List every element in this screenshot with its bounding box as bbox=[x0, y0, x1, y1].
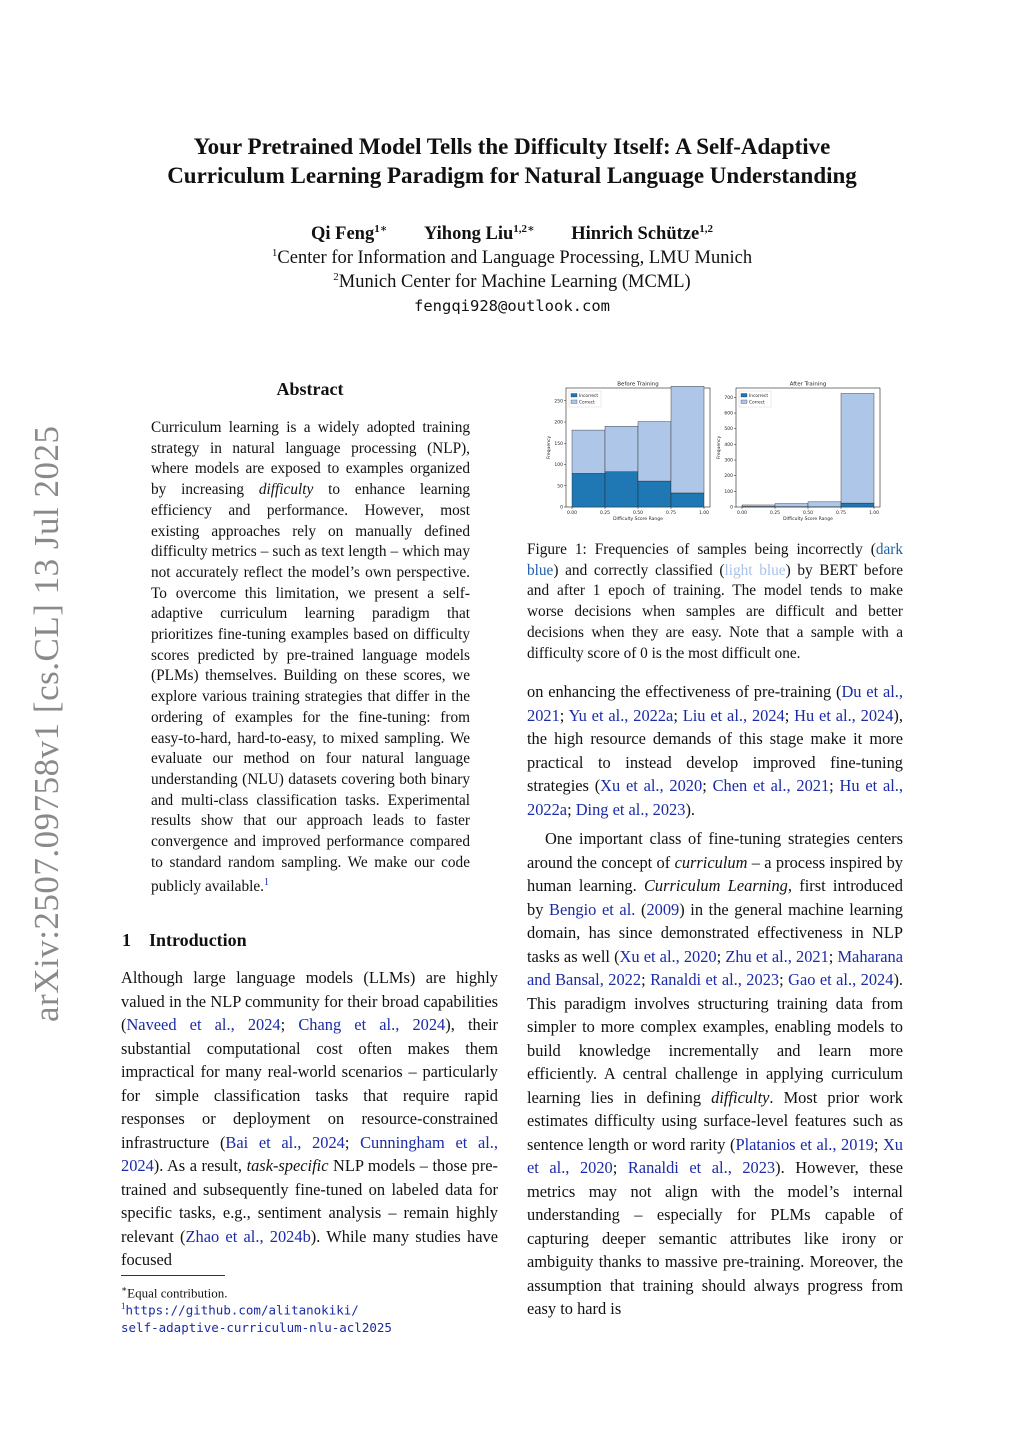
citation-link[interactable]: Zhao et al., 2024b bbox=[185, 1226, 311, 1246]
y-tick-label: 300 bbox=[724, 458, 733, 464]
figure-caption: Figure 1: Frequencies of samples being incorrectly (dark blue) and correctly classified (light blue) by BERT before and after 1 epoch of training. The model tends to make worse decisions when samples are difficult and better decisions when they are easy. Note that a sample with a difficulty score of 0 is the most difficult one. bbox=[527, 541, 903, 662]
citation-link[interactable]: Ding et al., 2023 bbox=[575, 799, 686, 819]
intro-right-column: on enhancing the effectiveness of pre-training (Du et al., 2021; Yu et al., 2022a; Liu et al., 2024; Hu et al., 2024), the high resource demands of this stage make it more practical to instead develop improved fine-tuning strategies (Xu et al., 2020; Chen et al., 2021; Hu et al., 2022a; Ding et al., 2023). One important class of fine-tuning strategies centers around the concept of curriculum – a process inspired by human learning. Curriculum Learning, first introduced by Bengio et al. (2009) in the general machine learning domain, has since demonstrated effectiveness in NLP tasks as well (Xu et al., 2020; Zhu et al., 2021; Maharana and Bansal, 2022; Ranaldi et al., 2023; Gao et al., 2024). This paradigm involves structuring training data from simpler to more complex examples, enabling models to build knowledge incrementally and learn more efficiently. A central challenge in applying curriculum learning lies in defining difficulty. Most prior work estimates difficulty using surface-level features such as sentence length or word rarity (Platanios et al., 2019; Xu et al., 2020; Ranaldi et al., 2023). However, these metrics may not align with the model’s internal understanding – especially for PLMs capable of capturing deeper semantic attributes like irony or ambiguity thanks to massive pre-training. Moreover, the assumption that training should always progress from easy to hard is bbox=[527, 682, 904, 1318]
abstract-heading: Abstract bbox=[276, 379, 344, 399]
y-tick-label: 200 bbox=[554, 420, 563, 426]
y-tick-label: 100 bbox=[554, 463, 563, 468]
author: Hinrich Schütze$^{1,2}$ bbox=[571, 223, 713, 245]
citation-link[interactable]: Bengio et al. bbox=[549, 899, 636, 919]
footnote-rule bbox=[121, 1275, 225, 1276]
y-tick-label: 0 bbox=[730, 505, 733, 511]
bar-correct bbox=[671, 386, 704, 493]
bar-correct bbox=[572, 430, 605, 473]
y-tick-label: 500 bbox=[724, 427, 733, 433]
legend-swatch bbox=[571, 394, 577, 398]
code-url-link[interactable]: https://github.com/alitanokiki/ bbox=[125, 1302, 359, 1318]
legend-label: Correct bbox=[749, 400, 765, 406]
bar-correct bbox=[841, 393, 874, 503]
footnote-equal: ∗Equal contribution. bbox=[121, 1284, 228, 1301]
y-tick-label: 600 bbox=[724, 411, 733, 417]
legend-swatch bbox=[571, 400, 577, 404]
citation-link[interactable]: Zhu et al., 2021 bbox=[725, 946, 829, 966]
citation-link[interactable]: Ranaldi et al., 2023 bbox=[650, 970, 780, 989]
x-tick-label: 0.25 bbox=[599, 511, 611, 516]
citation-link[interactable]: Du et al., 2021 bbox=[527, 682, 903, 725]
x-tick-label: 0.00 bbox=[566, 511, 578, 516]
x-axis-label: Difficulty Score Range bbox=[783, 517, 833, 522]
affiliation: $^2$Munich Center for Machine Learning (MCML) bbox=[333, 271, 691, 293]
citation-link[interactable]: Ranaldi et al., 2023 bbox=[627, 1158, 776, 1177]
bar-incorrect bbox=[638, 481, 671, 507]
x-tick-label: 0.00 bbox=[736, 511, 748, 516]
bar-correct bbox=[638, 422, 671, 482]
author: Yihong Liu$^{1,2∗}$ bbox=[423, 223, 535, 245]
x-axis-label: Difficulty Score Range bbox=[613, 517, 663, 522]
x-tick-label: 1.00 bbox=[868, 511, 880, 516]
citation-link[interactable]: Bai et al., 2024 bbox=[225, 1132, 345, 1152]
y-tick-label: 250 bbox=[554, 399, 563, 405]
author-list bbox=[80, 222, 944, 245]
legend-label: Correct bbox=[579, 400, 595, 406]
citation-link[interactable]: Xu et al., 2020 bbox=[600, 776, 703, 795]
bar-correct bbox=[808, 502, 841, 507]
y-tick-label: 400 bbox=[724, 442, 733, 448]
citation-link[interactable]: Gao et al., 2024 bbox=[788, 970, 894, 989]
y-axis-label: Frequency bbox=[547, 435, 552, 460]
affiliation: $^1$Center for Information and Language Processing, LMU Munich bbox=[271, 247, 753, 269]
citation-link[interactable]: Chen et al., 2021 bbox=[712, 776, 830, 795]
citation-link[interactable]: Platanios et al., 2019 bbox=[735, 1134, 874, 1154]
x-tick-label: 0.25 bbox=[769, 511, 781, 516]
bar-incorrect bbox=[671, 493, 704, 507]
title-line-1: Your Pretrained Model Tells the Difficulty Itself: A Self-Adaptive bbox=[193, 134, 831, 159]
chart-title: After Training bbox=[789, 381, 827, 388]
legend-swatch bbox=[741, 394, 747, 398]
citation-link[interactable]: Cunningham et al., 2024 bbox=[121, 1132, 498, 1175]
citation-link[interactable]: Hu et al., 2024 bbox=[794, 705, 894, 725]
citation-link[interactable]: Yu et al., 2022a bbox=[568, 705, 674, 725]
code-url-link[interactable]: self-adaptive-curriculum-nlu-acl2025 bbox=[121, 1320, 392, 1336]
abstract-body: Curriculum learning is a widely adopted training strategy in natural language processing (NLP), where models are exposed to examples organized by increasing difficulty to enhance learning efficiency and performance. However, most existing approaches rely on manually defined difficulty metrics – such as text length – which may not accurately reflect the model’s own perspective. To overcome this limitation, we present a self-adaptive curriculum learning paradigm that prioritizes fine-tuning examples based on difficulty scores predicted by pre-trained language models (PLMs) themselves. Building on these scores, we explore various training strategies that differ in the ordering of examples for the fine-tuning: from easy-to-hard, hard-to-easy, to mixed sampling. We evaluate our method on four natural language understanding (NLU) datasets covering both binary and multi-class classification tasks. Experimental results show that our approach leads to faster convergence and improved performance compared to standard random sampling. We make our code publicly available.$^1$ bbox=[151, 419, 470, 896]
footnote-mark[interactable]: 1 bbox=[264, 877, 269, 889]
paper-title bbox=[80, 132, 944, 190]
author-email[interactable]: fengqi928@outlook.com bbox=[414, 297, 610, 315]
bar-correct bbox=[605, 426, 638, 471]
citation-link[interactable]: Naveed et al., 2024 bbox=[126, 1015, 281, 1034]
y-tick-label: 50 bbox=[557, 484, 563, 490]
legend-swatch bbox=[741, 400, 747, 404]
x-tick-label: 0.50 bbox=[632, 511, 644, 516]
x-tick-label: 0.75 bbox=[835, 511, 847, 516]
citation-link[interactable]: 2009 bbox=[646, 899, 680, 919]
bar-incorrect bbox=[572, 473, 605, 507]
citation-link[interactable]: Liu et al., 2024 bbox=[682, 705, 785, 725]
figure-1 bbox=[540, 378, 896, 526]
x-tick-label: 1.00 bbox=[698, 511, 710, 516]
author: Qi Feng$^{1∗}$ bbox=[311, 223, 388, 245]
arxiv-identifier: arXiv:2507.09758v1 [cs.CL] 13 Jul 2025 bbox=[27, 425, 66, 1022]
intro-left-column: Although large language models (LLMs) are highly valued in the NLP community for their broad capabilities (Naveed et al., 2024; Chang et al., 2024), their substantial computational cost often makes them impractical for many real-world scenarios – particularly for simple classification tasks that require rapid responses or deployment on resource-constrained infrastructure (Bai et al., 2024; Cunningham et al., 2024). As a result, task-specific NLP models – those pre-trained and subsequently fine-tuned on labeled data for specific tasks, e.g., sentiment analysis – remain highly relevant (Zhao et al., 2024b). While many studies have focused bbox=[121, 968, 499, 1269]
x-tick-label: 0.75 bbox=[665, 511, 677, 516]
y-tick-label: 0 bbox=[560, 505, 563, 511]
section-heading: 1 Introduction bbox=[122, 930, 247, 950]
citation-link[interactable]: Chang et al., 2024 bbox=[298, 1015, 446, 1034]
citation-link[interactable]: Xu et al., 2020 bbox=[527, 1134, 903, 1177]
bar-incorrect bbox=[841, 503, 874, 507]
bar-correct bbox=[775, 504, 808, 507]
citation-link[interactable]: Xu et al., 2020 bbox=[619, 946, 717, 966]
y-tick-label: 100 bbox=[724, 489, 733, 495]
arxiv-sidebar bbox=[22, 425, 72, 1022]
citation-link[interactable]: Maharana and Bansal, 2022 bbox=[527, 946, 904, 989]
bar-correct bbox=[742, 505, 775, 507]
y-tick-label: 200 bbox=[724, 474, 733, 480]
citation-link[interactable]: Hu et al., 2022a bbox=[527, 776, 904, 819]
legend-label: Incorrect bbox=[579, 393, 599, 399]
y-tick-label: 150 bbox=[554, 441, 563, 447]
y-axis-label: Frequency bbox=[717, 435, 722, 460]
footnote-url[interactable]: $^1$https://github.com/alitanokiki/ self-adaptive-curriculum-nlu-acl2025 bbox=[121, 1301, 392, 1336]
bar-incorrect bbox=[605, 472, 638, 507]
chart-title: Before Training bbox=[617, 381, 659, 388]
y-tick-label: 700 bbox=[724, 395, 733, 401]
legend-label: Incorrect bbox=[749, 393, 769, 399]
x-tick-label: 0.50 bbox=[802, 511, 814, 516]
title-line-2: Curriculum Learning Paradigm for Natural Language Understanding bbox=[167, 163, 857, 188]
figure-1-chart bbox=[540, 378, 896, 526]
